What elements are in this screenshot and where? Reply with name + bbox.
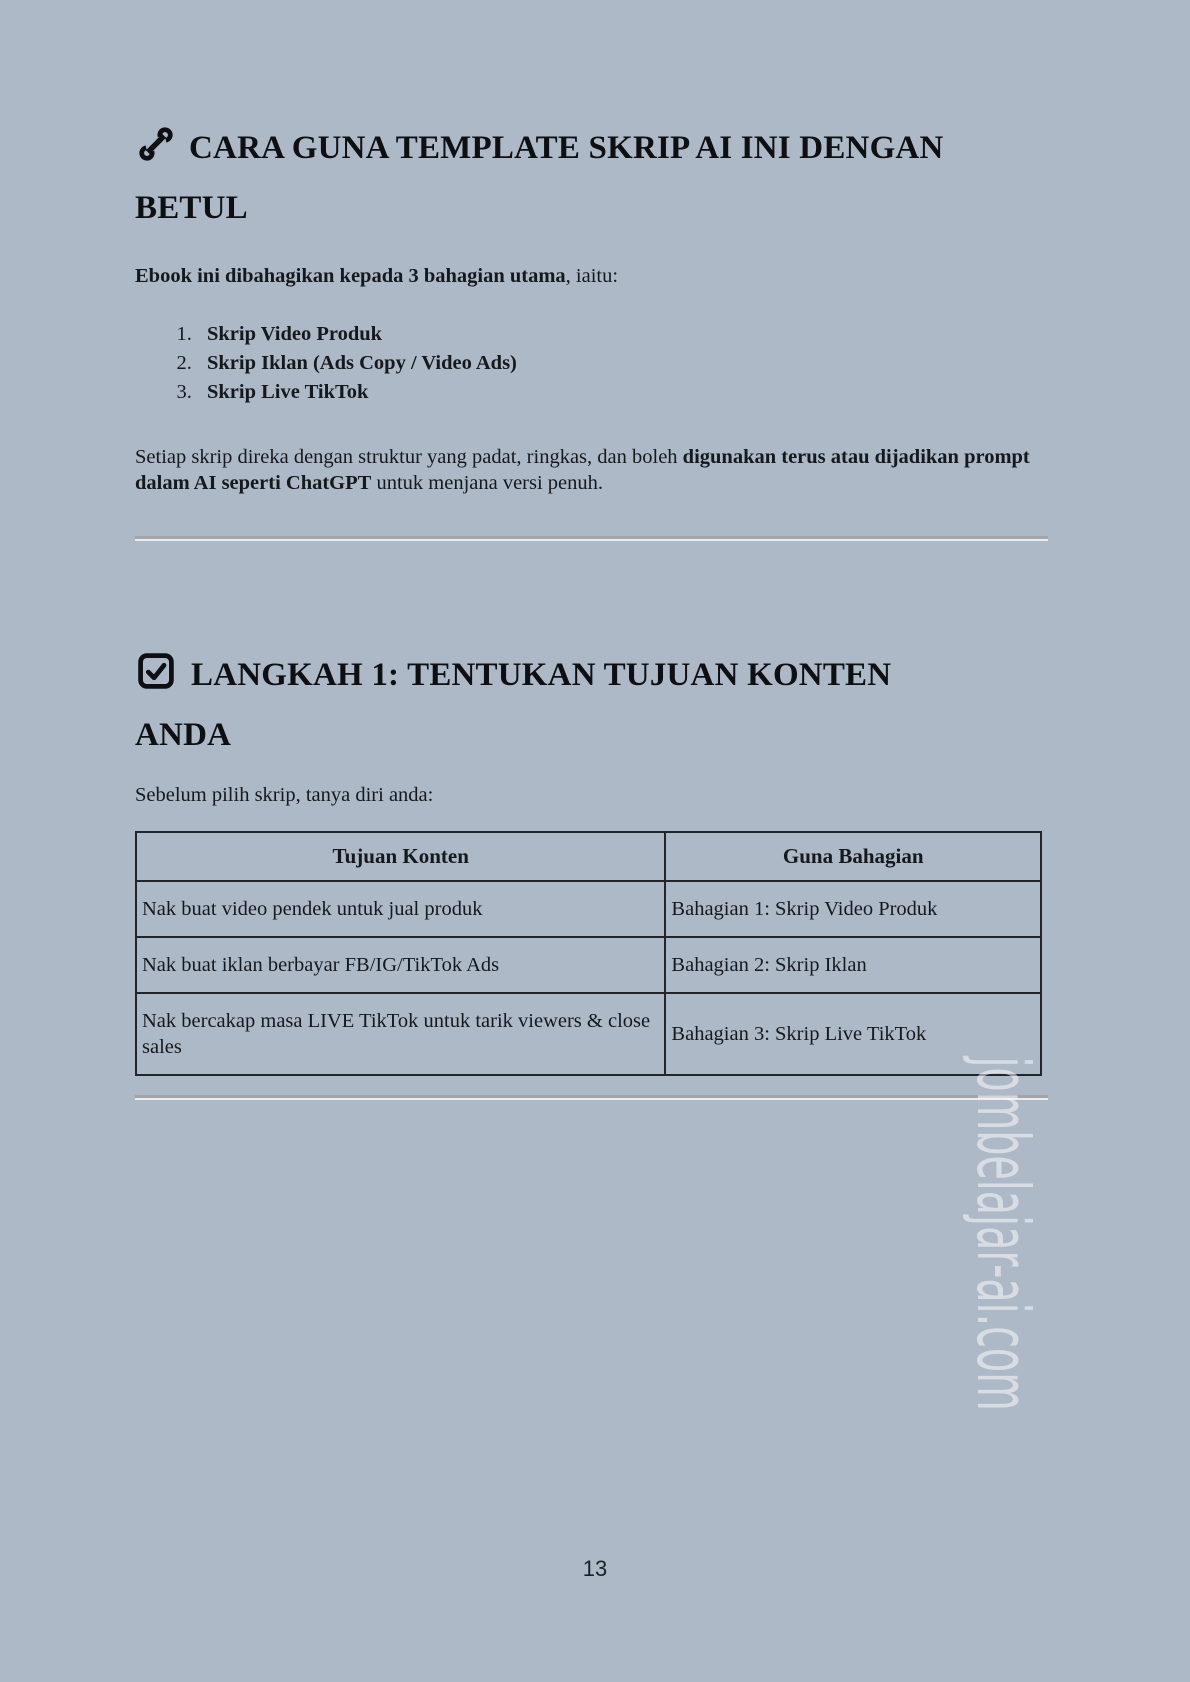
- closing-paragraph: [135, 444, 1048, 496]
- table-row: [136, 937, 1041, 993]
- section1-heading: [135, 122, 1035, 235]
- closing-bold-text: digunakan terus atau dijadikan prompt dalam AI seperti ChatGPT: [135, 446, 1030, 494]
- section2-title: LANGKAH 1: TENTUKAN TUJUAN KONTEN ANDA: [135, 657, 892, 753]
- table-header-row: [136, 832, 1041, 881]
- section2-heading: [135, 649, 955, 762]
- closing-pre-text: Setiap skrip direka dengan struktur yang padat, ringkas, dan boleh: [135, 446, 683, 468]
- lead-paragraph: Sebelum pilih skrip, tanya diri anda:: [135, 784, 434, 806]
- intro-bold-text: Ebook ini dibahagikan kepada 3 bahagian utama: [135, 265, 566, 287]
- horizontal-divider: [135, 536, 1048, 541]
- table-header-guna: Guna Bahagian: [665, 832, 1041, 881]
- skrip-list: [135, 320, 1048, 407]
- cell-tujuan-2: Nak buat iklan berbayar FB/IG/TikTok Ads: [136, 937, 665, 993]
- closing-post-text: untuk menjana versi penuh.: [371, 472, 604, 494]
- table-header-tujuan: Tujuan Konten: [136, 832, 665, 881]
- checkbox-icon: [135, 650, 177, 709]
- cell-tujuan-3: Nak bercakap masa LIVE TikTok untuk tarik viewers & close sales: [136, 993, 665, 1075]
- intro-rest-text: , iaitu:: [565, 265, 619, 287]
- horizontal-divider: [135, 1095, 1048, 1100]
- table-row: [136, 993, 1041, 1075]
- cell-guna-2: Bahagian 2: Skrip Iklan: [665, 937, 1041, 993]
- table-row: [136, 881, 1041, 937]
- list-item: 3. Skrip Live TikTok: [197, 378, 1048, 407]
- tujuan-table: [135, 831, 1042, 1076]
- watermark: jombelajar-ai.com: [961, 1056, 1045, 1411]
- cell-guna-3: Bahagian 3: Skrip Live TikTok: [665, 993, 1041, 1075]
- list-item: 2. Skrip Iklan (Ads Copy / Video Ads): [197, 349, 1048, 378]
- list-item: 1. Skrip Video Produk: [197, 320, 1048, 349]
- page-content: [135, 0, 1048, 1100]
- cell-guna-1: Bahagian 1: Skrip Video Produk: [665, 881, 1041, 937]
- intro-paragraph: [135, 263, 1048, 289]
- section1-title: CARA GUNA TEMPLATE SKRIP AI INI DENGAN BETUL: [135, 130, 944, 226]
- wrench-icon: [135, 123, 177, 182]
- cell-tujuan-1: Nak buat video pendek untuk jual produk: [136, 881, 665, 937]
- page-number: 13: [582, 1556, 608, 1581]
